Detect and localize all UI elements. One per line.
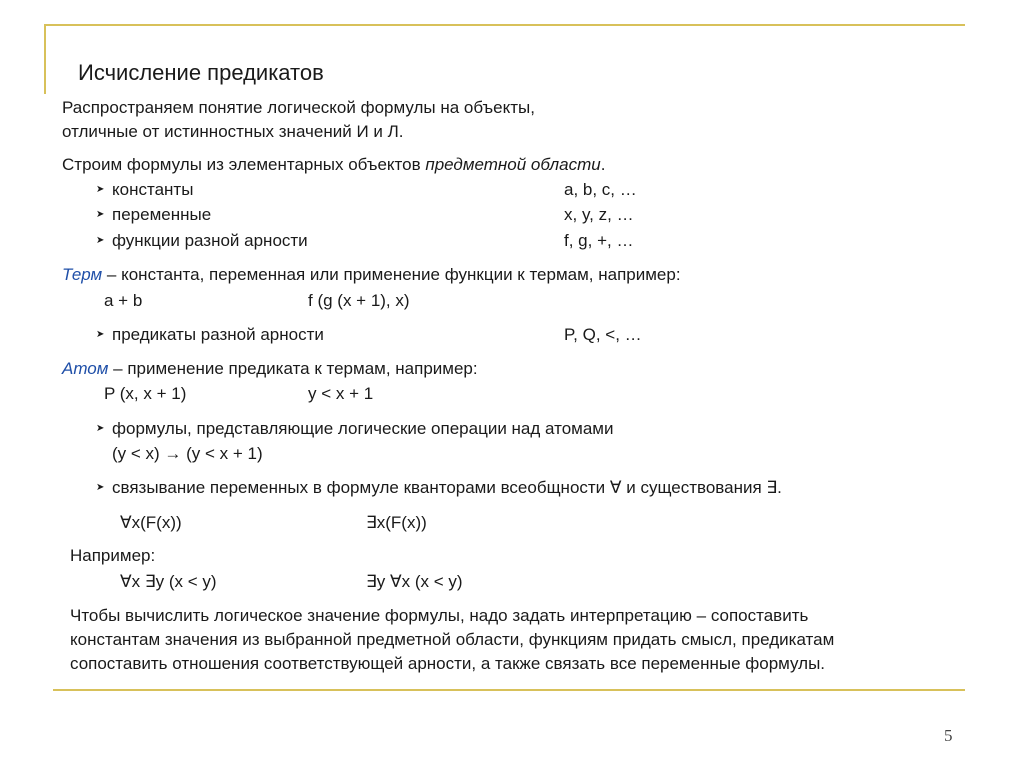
term-example-2: f (g (x + 1), x) <box>308 291 410 310</box>
intro-line-2: отличные от истинностных значений И и Л. <box>62 122 404 141</box>
object-label: переменные <box>112 205 212 224</box>
atom-word: Атом <box>62 359 109 378</box>
slide-title: Исчисление предикатов <box>78 60 324 85</box>
conclusion-line-2: константам значения из выбранной предметной области, функциям придать смысл, предикатам <box>70 630 835 649</box>
conclusion-line-3: сопоставить отношения соответствующей арности, а также связать все переменные формулы. <box>70 654 826 673</box>
term-example-1: a + b <box>104 291 143 310</box>
bullet-arrow-icon: ➤ <box>96 235 105 246</box>
bottom-rule <box>53 689 965 691</box>
bullet-arrow-icon: ➤ <box>96 184 105 195</box>
quantifier-example-2: ∃x(F(x)) <box>366 513 427 532</box>
bullet-arrow-icon: ➤ <box>96 482 105 493</box>
bullet-arrow-icon: ➤ <box>96 209 105 220</box>
object-examples: a, b, c, … <box>564 180 637 199</box>
bullet-arrow-icon: ➤ <box>96 423 105 434</box>
domain-term: предметной области <box>425 155 601 174</box>
term-word: Терм <box>62 265 103 284</box>
atom-text: – применение предиката к термам, например: <box>108 359 478 378</box>
page-number: 5 <box>944 726 953 745</box>
quantifiers-label: связывание переменных в формуле кванторами всеобщности ∀ и существования ∃. <box>112 478 782 497</box>
for-example-2: ∃y ∀x (x < y) <box>366 572 463 591</box>
term-text: – константа, переменная или применение функции к термам, например: <box>102 265 681 284</box>
build-prefix: Строим формулы из элементарных объектов <box>62 155 426 174</box>
atom-definition <box>62 359 478 379</box>
quantifier-example-1: ∀x(F(x)) <box>120 513 182 532</box>
build-line <box>62 155 605 175</box>
formulas-label: формулы, представляющие логические операции над атомами <box>112 419 614 438</box>
atom-example-1: P (x, x + 1) <box>104 384 187 403</box>
predicates-label: предикаты разной арности <box>112 325 324 344</box>
build-suffix: . <box>600 155 606 174</box>
term-definition <box>62 265 681 285</box>
object-examples: x, y, z, … <box>564 205 634 224</box>
bullet-arrow-icon: ➤ <box>96 329 105 340</box>
conclusion-line-1: Чтобы вычислить логическое значение формулы, надо задать интерпретацию – сопоставить <box>70 606 809 625</box>
formulas-example: (y < x) → (y < x + 1) <box>112 444 263 463</box>
left-rule <box>44 24 46 94</box>
object-examples: f, g, +, … <box>564 231 634 250</box>
object-label: константы <box>112 180 194 199</box>
top-rule <box>44 24 965 26</box>
intro-line-1: Распространяем понятие логической формулы на объекты, <box>62 98 535 117</box>
atom-example-2: y < x + 1 <box>308 384 374 403</box>
predicates-examples: P, Q, <, … <box>564 325 642 344</box>
for-example-1: ∀x ∃y (x < y) <box>120 572 217 591</box>
object-label: функции разной арности <box>112 231 308 250</box>
for-example-label: Например: <box>70 546 156 565</box>
